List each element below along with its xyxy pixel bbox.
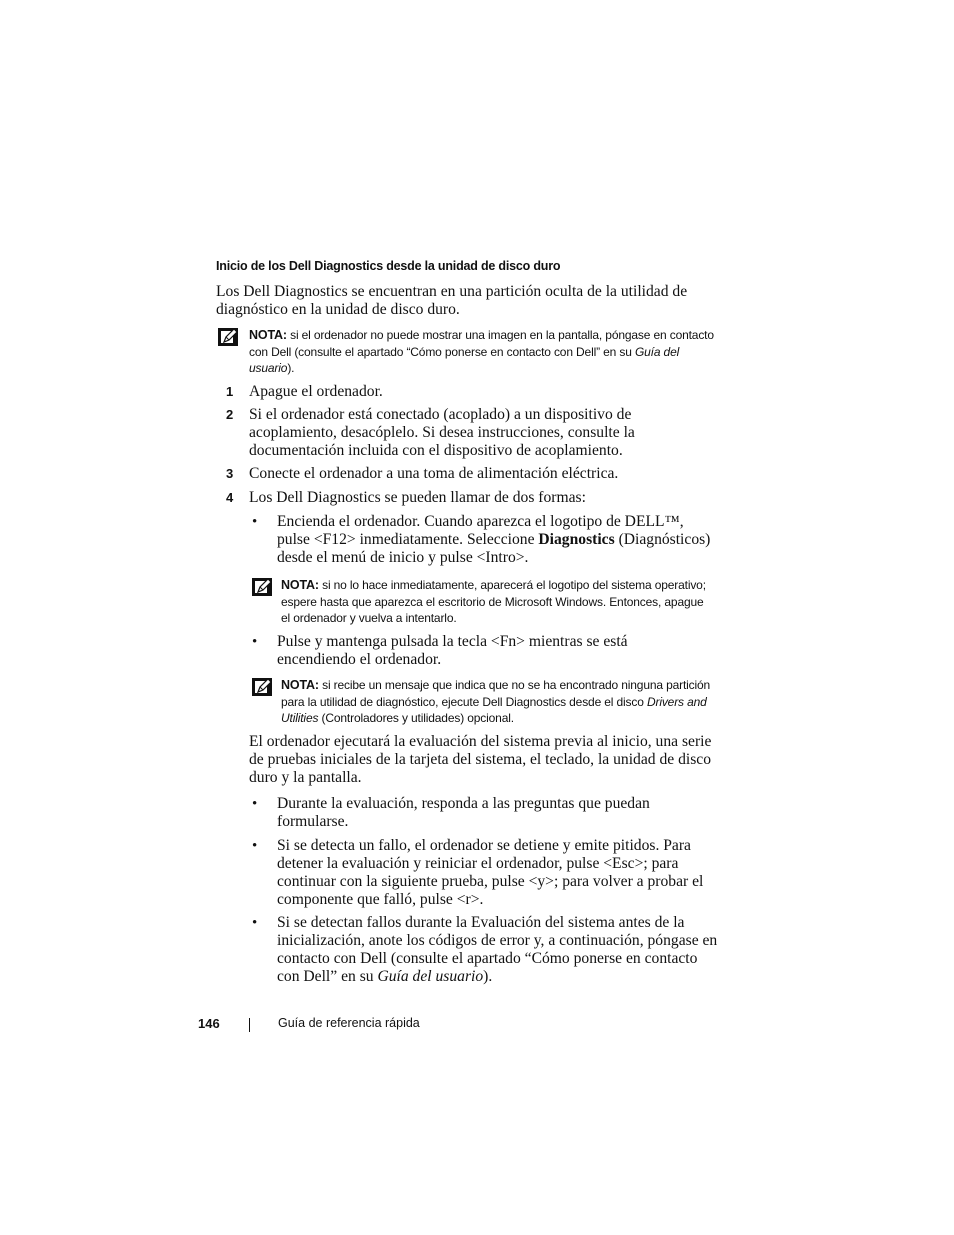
note-italic: Drivers and Utilities xyxy=(281,694,707,725)
bullet-text: Durante la evaluación, responda a las preguntas que puedan formularse. xyxy=(277,795,650,830)
note-label: NOTA: xyxy=(281,578,319,592)
note-text: si el ordenador no puede mostrar una imagen en la pantalla, póngase en contacto con Dell (consulte el apartado “Cómo ponerse en contacto con Dell” en su xyxy=(249,328,714,359)
step-number: 3 xyxy=(226,466,234,481)
bullet-text-end: (Diagnósticos) desde el menú de inicio y pulse <Intro>. xyxy=(277,531,711,566)
step-number: 4 xyxy=(226,490,234,505)
note-1 xyxy=(249,327,719,377)
bullet-text: Pulse y mantenga pulsada la tecla <Fn> mientras se está encendiendo el ordenador. xyxy=(277,633,628,668)
intro-paragraph: Los Dell Diagnostics se encuentran en una partición oculta de la utilidad de diagnóstico en la unidad de disco duro. xyxy=(216,283,688,318)
step-text: Apague el ordenador. xyxy=(249,383,383,400)
evaluation-paragraph: El ordenador ejecutará la evaluación del sistema previa al inicio, una serie de pruebas iniciales de la tarjeta del sistema, el teclado, la unidad de disco duro y la pantalla. xyxy=(249,733,712,786)
bullet-marker: • xyxy=(252,634,258,650)
bullet-marker: • xyxy=(252,838,258,854)
bullet-text: Si se detectan fallos durante la Evaluación del sistema antes de la inicialización, anote los códigos de error y, a continuación, póngase en contacto con Dell (consulte el apartado “Cómo ponerse en contacto con Dell” en su xyxy=(277,914,718,985)
bullet-text: Encienda el ordenador. Cuando aparezca el logotipo de DELL™, pulse <F12> inmediatamente. Seleccione xyxy=(277,513,684,548)
step-text: Los Dell Diagnostics se pueden llamar de dos formas: xyxy=(249,489,586,506)
step-text: Si el ordenador está conectado (acoplado) a un dispositivo de acoplamiento, desacóplelo. Si desea instrucciones, consulte la documentación incluida con el dispositivo de acoplamiento. xyxy=(249,406,635,459)
bullet-text-end: ). xyxy=(483,968,493,985)
bullet-item xyxy=(277,513,719,567)
page-number: 146 xyxy=(198,1016,220,1031)
step-number: 2 xyxy=(226,407,234,422)
note-label: NOTA: xyxy=(281,678,319,692)
step-number: 1 xyxy=(226,384,234,399)
bullet-marker: • xyxy=(252,915,258,931)
bullet-item xyxy=(277,914,719,986)
note-pencil-icon xyxy=(218,328,238,346)
note-text-end: (Controladores y utilidades) opcional. xyxy=(321,711,514,725)
footer-title: Guía de referencia rápida xyxy=(278,1016,420,1030)
note-text-end: ). xyxy=(287,361,295,375)
bullet-marker: • xyxy=(252,514,258,530)
footer-divider xyxy=(249,1018,250,1032)
note-italic: Guía del usuario xyxy=(249,344,680,375)
note-label: NOTA: xyxy=(249,328,287,342)
bullet-text: Si se detecta un fallo, el ordenador se detiene y emite pitidos. Para detener la evaluación y reiniciar el ordenador, pulse <Esc>; para continuar con la siguiente prueba, pulse <y>; para volver a probar el componente que falló, pulse <r>. xyxy=(277,837,704,908)
note-pencil-icon xyxy=(252,678,272,696)
note-pencil-icon xyxy=(252,578,272,596)
bullet-marker: • xyxy=(252,796,258,812)
note-text: si no lo hace inmediatamente, aparecerá el logotipo del sistema operativo; espere hasta que aparezca el escritorio de Microsoft Windows. Entonces, apague el ordenador y vuelva a intentarlo. xyxy=(281,578,706,625)
bullet-bold: Diagnostics xyxy=(538,531,615,548)
bullet-italic: Guía del usuario xyxy=(377,968,484,985)
step-text: Conecte el ordenador a una toma de alimentación eléctrica. xyxy=(249,465,619,482)
note-text: si recibe un mensaje que indica que no se ha encontrado ninguna partición para la utilidad de diagnóstico, ejecute Dell Diagnostics desde el disco xyxy=(281,678,711,709)
note-3 xyxy=(281,677,711,727)
note-2 xyxy=(281,577,711,627)
section-heading: Inicio de los Dell Diagnostics desde la unidad de disco duro xyxy=(216,259,561,273)
